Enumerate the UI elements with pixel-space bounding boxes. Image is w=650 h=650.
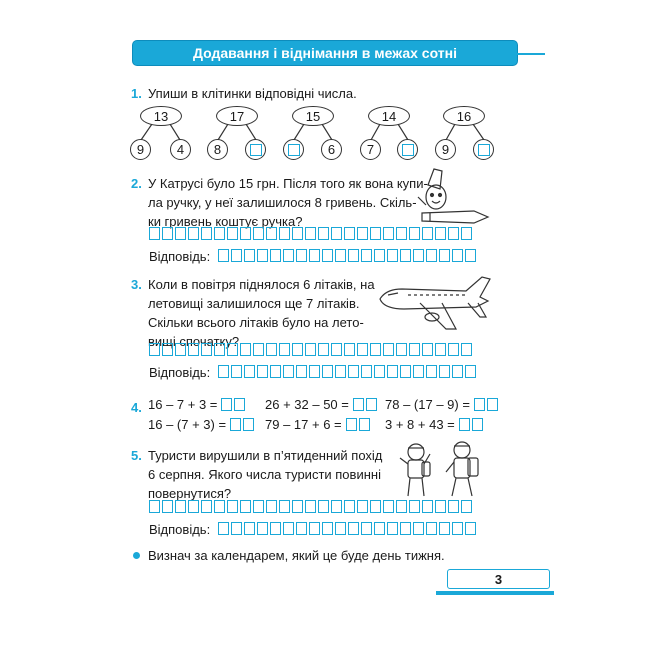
equation-answer[interactable] [459,418,483,431]
grid-cell[interactable] [461,227,472,240]
grid-cell[interactable] [383,343,394,356]
task3-answer-label: Відповідь: [149,365,211,380]
tree2-top: 17 [216,106,258,126]
grid-cell[interactable] [331,500,342,513]
grid-cell[interactable] [266,500,277,513]
grid-cell[interactable] [244,522,255,535]
grid-cell[interactable] [309,522,320,535]
grid-cell[interactable] [370,227,381,240]
task3-answer-grid[interactable] [218,365,476,378]
task5-number: 5. [131,448,142,463]
tree5-right-input[interactable] [473,139,494,160]
grid-cell[interactable] [162,227,173,240]
grid-cell[interactable] [448,343,459,356]
grid-cell[interactable] [387,365,398,378]
task4-number: 4. [131,400,142,415]
grid-cell[interactable] [257,522,268,535]
grid-cell[interactable] [201,343,212,356]
grid-cell[interactable] [374,522,385,535]
grid-cell[interactable] [292,343,303,356]
page-number-box [447,569,550,589]
grid-cell[interactable] [370,500,381,513]
grid-cell[interactable] [387,249,398,262]
tree5-top: 16 [443,106,485,126]
grid-cell[interactable] [452,249,463,262]
tree5-left: 9 [435,139,456,160]
tree1-right: 4 [170,139,191,160]
grid-cell[interactable] [413,365,424,378]
grid-cell[interactable] [201,500,212,513]
grid-cell[interactable] [348,522,359,535]
grid-cell[interactable] [234,398,245,411]
grid-cell[interactable] [426,249,437,262]
tree3-top: 15 [292,106,334,126]
equation-text: 3 + 8 + 43 = [385,417,455,432]
grid-cell[interactable] [487,398,498,411]
equation-answer[interactable] [474,398,498,411]
equation-text: 78 – (17 – 9) = [385,397,470,412]
grid-cell[interactable] [231,365,242,378]
task3-line3: Скільки всього літаків було на лето- [148,315,364,330]
equation-answer[interactable] [230,418,254,431]
grid-cell[interactable] [227,343,238,356]
grid-cell[interactable] [400,522,411,535]
grid-cell[interactable] [366,398,377,411]
task2-line2: ла ручку, у неї залишилося 8 гривень. Скіль- [148,195,417,210]
grid-cell[interactable] [426,365,437,378]
bonus-text: Визнач за календарем, який це буде день тижня. [148,548,445,563]
grid-cell[interactable] [361,522,372,535]
grid-cell[interactable] [448,227,459,240]
task5-line2: 6 серпня. Якого числа туристи повинні [148,467,381,482]
grid-cell[interactable] [214,227,225,240]
grid-cell[interactable] [335,522,346,535]
tree2-right-input[interactable] [245,139,266,160]
equation-answer[interactable] [221,398,245,411]
grid-cell[interactable] [253,227,264,240]
grid-cell[interactable] [400,365,411,378]
grid-cell[interactable] [279,343,290,356]
grid-cell[interactable] [149,227,160,240]
grid-cell[interactable] [257,249,268,262]
equation-text: 79 – 17 + 6 = [265,417,342,432]
grid-cell[interactable] [361,365,372,378]
grid-cell[interactable] [305,343,316,356]
tree3-left-input[interactable] [283,139,304,160]
grid-cell[interactable] [383,500,394,513]
task3-line4: вищі спочатку? [148,334,240,349]
grid-cell[interactable] [439,249,450,262]
grid-cell[interactable] [257,365,268,378]
grid-cell[interactable] [331,227,342,240]
grid-cell[interactable] [344,343,355,356]
grid-cell[interactable] [162,500,173,513]
equation-answer[interactable] [346,418,370,431]
grid-cell[interactable] [188,343,199,356]
grid-cell[interactable] [353,398,364,411]
task5-line1: Туристи вирушили в п’ятиденний похід [148,448,383,463]
grid-cell[interactable] [296,522,307,535]
grid-cell[interactable] [370,343,381,356]
grid-cell[interactable] [426,522,437,535]
grid-cell[interactable] [322,365,333,378]
task1-text: Упиши в клітинки відповідні числа. [148,86,357,101]
task3-line1: Коли в повітря піднялося 6 літаків, на [148,277,375,292]
grid-cell[interactable] [422,500,433,513]
task4-eq-1 [148,397,245,412]
grid-cell[interactable] [413,249,424,262]
grid-cell[interactable] [244,365,255,378]
task2-answer-grid[interactable] [218,249,476,262]
grid-cell[interactable] [396,227,407,240]
grid-cell[interactable] [270,365,281,378]
tree2-left: 8 [207,139,228,160]
grid-cell[interactable] [348,249,359,262]
grid-cell[interactable] [409,500,420,513]
grid-cell[interactable] [253,343,264,356]
tree4-left: 7 [360,139,381,160]
grid-cell[interactable] [331,343,342,356]
grid-cell[interactable] [279,227,290,240]
grid-cell[interactable] [396,500,407,513]
grid-cell[interactable] [240,343,251,356]
grid-cell[interactable] [435,500,446,513]
grid-cell[interactable] [361,249,372,262]
grid-cell[interactable] [218,365,229,378]
grid-cell[interactable] [309,365,320,378]
grid-cell[interactable] [149,343,160,356]
grid-cell[interactable] [244,249,255,262]
grid-cell[interactable] [231,249,242,262]
grid-cell[interactable] [240,227,251,240]
tree4-right-input[interactable] [397,139,418,160]
task4-eq-4 [148,417,254,432]
grid-cell[interactable] [387,522,398,535]
grid-cell[interactable] [448,500,459,513]
grid-cell[interactable] [465,365,476,378]
grid-cell[interactable] [465,249,476,262]
grid-cell[interactable] [292,500,303,513]
grid-cell[interactable] [214,500,225,513]
grid-cell[interactable] [359,418,370,431]
grid-cell[interactable] [435,227,446,240]
grid-cell[interactable] [318,227,329,240]
task4-eq-6 [385,417,483,432]
task2-answer-label: Відповідь: [149,249,211,264]
task5-answer-grid[interactable] [218,522,476,535]
task5-work-grid[interactable] [149,500,472,513]
grid-cell[interactable] [383,227,394,240]
task1-number: 1. [131,86,142,101]
grid-cell[interactable] [266,343,277,356]
grid-cell[interactable] [240,500,251,513]
grid-cell[interactable] [266,227,277,240]
grid-cell[interactable] [175,343,186,356]
task4-eq-3 [385,397,498,412]
grid-cell[interactable] [439,522,450,535]
grid-cell[interactable] [357,500,368,513]
grid-cell[interactable] [227,227,238,240]
grid-cell[interactable] [318,500,329,513]
task5-answer-label: Відповідь: [149,522,211,537]
grid-cell[interactable] [409,227,420,240]
tourists-icon [396,438,496,500]
grid-cell[interactable] [409,343,420,356]
tree4-top: 14 [368,106,410,126]
grid-cell[interactable] [374,249,385,262]
equation-text: 16 – 7 + 3 = [148,397,218,412]
task5-line3: повернутися? [148,486,232,501]
grid-cell[interactable] [188,227,199,240]
task3-work-grid[interactable] [149,343,472,356]
tree3-right: 6 [321,139,342,160]
tree1-top: 13 [140,106,182,126]
grid-cell[interactable] [422,343,433,356]
answer-box[interactable] [478,144,490,156]
grid-cell[interactable] [322,522,333,535]
grid-cell[interactable] [283,522,294,535]
grid-cell[interactable] [221,398,232,411]
tree1-left: 9 [130,139,151,160]
answer-box[interactable] [402,144,414,156]
grid-cell[interactable] [439,365,450,378]
grid-cell[interactable] [452,365,463,378]
equation-text: 16 – (7 + 3) = [148,417,227,432]
grid-cell[interactable] [459,418,470,431]
grid-cell[interactable] [230,418,241,431]
task4-eq-5 [265,417,370,432]
task4-eq-2 [265,397,377,412]
grid-cell[interactable] [357,227,368,240]
answer-box[interactable] [288,144,300,156]
page-title: Додавання і віднімання в межах сотні [192,45,457,61]
grid-cell[interactable] [227,500,238,513]
task3-line2: летовищі залишилося ще 7 літаків. [148,296,360,311]
grid-cell[interactable] [396,343,407,356]
grid-cell[interactable] [305,500,316,513]
grid-cell[interactable] [243,418,254,431]
grid-cell[interactable] [218,249,229,262]
answer-box[interactable] [250,144,262,156]
grid-cell[interactable] [335,365,346,378]
grid-cell[interactable] [452,522,463,535]
grid-cell[interactable] [149,500,160,513]
grid-cell[interactable] [422,227,433,240]
grid-cell[interactable] [435,343,446,356]
grid-cell[interactable] [318,343,329,356]
task2-work-grid[interactable] [149,227,472,240]
grid-cell[interactable] [253,500,264,513]
grid-cell[interactable] [175,500,186,513]
grid-cell[interactable] [357,343,368,356]
equation-text: 26 + 32 – 50 = [265,397,349,412]
grid-cell[interactable] [292,227,303,240]
grid-cell[interactable] [413,522,424,535]
pen-character-icon [412,167,492,227]
grid-cell[interactable] [214,343,225,356]
grid-cell[interactable] [374,365,385,378]
grid-cell[interactable] [296,249,307,262]
grid-cell[interactable] [270,249,281,262]
page-number: 3 [494,571,503,587]
grid-cell[interactable] [162,343,173,356]
grid-cell[interactable] [322,249,333,262]
grid-cell[interactable] [283,249,294,262]
grid-cell[interactable] [346,418,357,431]
airplane-icon [376,273,496,335]
grid-cell[interactable] [461,500,472,513]
grid-cell[interactable] [283,365,294,378]
grid-cell[interactable] [201,227,212,240]
grid-cell[interactable] [296,365,307,378]
grid-cell[interactable] [472,418,483,431]
grid-cell[interactable] [270,522,281,535]
grid-cell[interactable] [231,522,242,535]
grid-cell[interactable] [461,343,472,356]
grid-cell[interactable] [400,249,411,262]
grid-cell[interactable] [348,365,359,378]
grid-cell[interactable] [218,522,229,535]
bullet-dot [133,552,140,559]
task2-line1: У Катрусі було 15 грн. Після того як вона купи- [148,176,428,191]
equation-answer[interactable] [353,398,377,411]
grid-cell[interactable] [309,249,320,262]
grid-cell[interactable] [335,249,346,262]
grid-cell[interactable] [344,227,355,240]
grid-cell[interactable] [465,522,476,535]
grid-cell[interactable] [474,398,485,411]
grid-cell[interactable] [175,227,186,240]
task3-number: 3. [131,277,142,292]
grid-cell[interactable] [344,500,355,513]
grid-cell[interactable] [188,500,199,513]
task2-line3: ки гривень коштує ручка? [148,214,303,229]
grid-cell[interactable] [279,500,290,513]
task2-number: 2. [131,176,142,191]
page-number-underline [436,591,554,595]
grid-cell[interactable] [305,227,316,240]
